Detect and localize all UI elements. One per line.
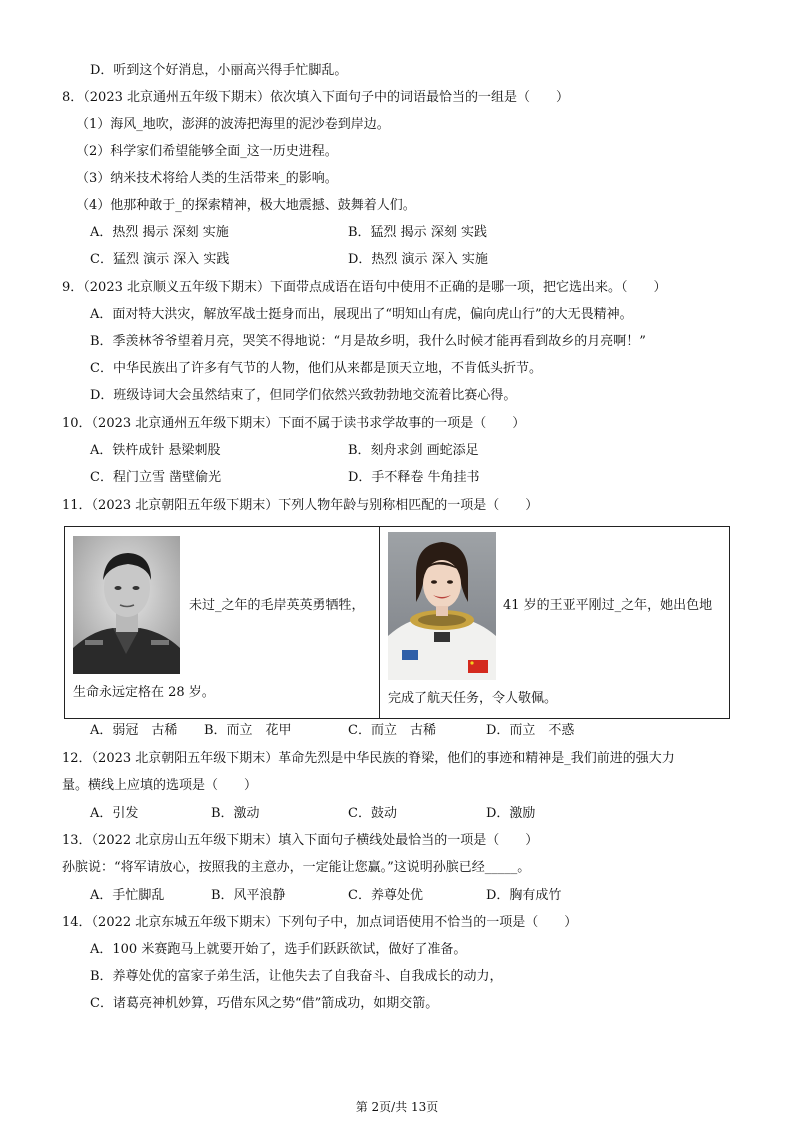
q12-option-b: B．激动 [211, 806, 260, 821]
q14-option-b: B．养尊处优的富家子弟生活，让他失去了自我奋斗、自我成长的动力， [90, 969, 503, 984]
q8-option-a: A．热烈 揭示 深刻 实施 [90, 225, 229, 240]
q10-option-d: D．手不释卷 牛角挂书 [348, 470, 480, 485]
q11-option-a: A．弱冠 古稀 [90, 723, 178, 738]
q11-option-b: B．而立 花甲 [204, 723, 292, 738]
page-footer: 第 2页/共 13页 [355, 1100, 439, 1114]
mao-anying-photo [73, 536, 180, 674]
q13-stem: 13．（2022 北京房山五年级下期末）填入下面句子横线处最恰当的一项是（ ） [62, 833, 539, 848]
q9-stem: 9．（2023 北京顺义五年级下期末）下面带点成语在语句中使用不正确的是哪一项，把它选出来。（ ） [62, 280, 667, 295]
q9-option-c: C．中华民族出了许多有气节的人物，他们从来都是顶天立地，不肯低头折节。 [90, 361, 542, 376]
q14-option-c: C．诸葛亮神机妙算，巧借东风之势“借”箭成功，如期交箭。 [90, 996, 439, 1011]
q12-stem-cont: 量。横线上应填的选项是（ ） [62, 778, 258, 793]
q8-stem: 8．（2023 北京通州五年级下期末）依次填入下面句子中的词语最恰当的一组是（ ） [62, 90, 569, 105]
table-divider [379, 527, 380, 718]
q10-option-b: B．刻舟求剑 画蛇添足 [348, 443, 479, 458]
q8-option-d: D．热烈 演示 深入 实施 [348, 252, 488, 267]
q12-option-d: D．激励 [486, 806, 536, 821]
q13-option-d: D．胸有成竹 [486, 888, 562, 903]
q13-option-b: B．风平浪静 [211, 888, 286, 903]
q13-option-c: C．养尊处优 [348, 888, 423, 903]
q12-option-a: A．引发 [90, 806, 139, 821]
q11-right-text-2: 完成了航天任务，令人敬佩。 [388, 691, 558, 706]
q12-option-c: C．鼓动 [348, 806, 397, 821]
q8-sentence-1: （1）海风_地吹，澎湃的波涛把海里的泥沙卷到岸边。 [76, 117, 390, 132]
q9-option-a: A．面对特大洪灾，解放军战士挺身而出，展现出了“明知山有虎，偏向虎山行”的大无畏精神。 [90, 307, 633, 322]
q8-option-b: B．猛烈 揭示 深刻 实践 [348, 225, 487, 240]
q13-option-a: A．手忙脚乱 [90, 888, 165, 903]
q8-sentence-2: （2）科学家们希望能够全面_这一历史进程。 [76, 144, 338, 159]
q12-stem: 12．（2023 北京朝阳五年级下期末）革命先烈是中华民族的脊梁，他们的事迹和精神是_我们前进的强大力 [62, 751, 675, 766]
q14-option-a: A．100 米赛跑马上就要开始了，选手们跃跃欲试，做好了准备。 [90, 942, 467, 957]
q11-picture-table [64, 526, 730, 719]
q14-stem: 14．（2022 北京东城五年级下期末）下列句子中，加点词语使用不恰当的一项是（ ） [62, 915, 578, 930]
q11-left-text-2: 生命永远定格在 28 岁。 [73, 685, 215, 700]
q11-right-text-1: 41 岁的王亚平刚过_之年，她出色地 [503, 598, 713, 613]
q11-left-text-1: 未过_之年的毛岸英英勇牺牲， [189, 598, 365, 613]
q10-stem: 10．（2023 北京通州五年级下期末）下面不属于读书求学故事的一项是（ ） [62, 416, 526, 431]
q11-option-c: C．而立 古稀 [348, 723, 436, 738]
q10-option-c: C．程门立雪 凿壁偷光 [90, 470, 222, 485]
q9-option-b: B．季羡林爷爷望着月亮，哭笑不得地说：“月是故乡明，我什么时候才能再看到故乡的月亮啊！” [90, 334, 646, 349]
q10-option-a: A．铁杵成针 悬梁刺股 [90, 443, 221, 458]
q11-stem: 11．（2023 北京朝阳五年级下期末）下列人物年龄与别称相匹配的一项是（ ） [62, 498, 539, 513]
wang-yaping-photo [388, 532, 496, 680]
q8-option-c: C．猛烈 演示 深入 实践 [90, 252, 230, 267]
q8-sentence-3: （3）纳米技术将给人类的生活带来_的影响。 [76, 171, 338, 186]
q7-option-d: D．听到这个好消息，小丽高兴得手忙脚乱。 [90, 63, 348, 78]
q11-option-d: D．而立 不惑 [486, 723, 575, 738]
q13-sentence: 孙膑说：“将军请放心，按照我的主意办，一定能让您赢。”这说明孙膑已经_____。 [62, 860, 531, 875]
q9-option-d: D．班级诗词大会虽然结束了，但同学们依然兴致勃勃地交流着比赛心得。 [90, 388, 517, 403]
q8-sentence-4: （4）他那种敢于_的探索精神，极大地震撼、鼓舞着人们。 [76, 198, 416, 213]
